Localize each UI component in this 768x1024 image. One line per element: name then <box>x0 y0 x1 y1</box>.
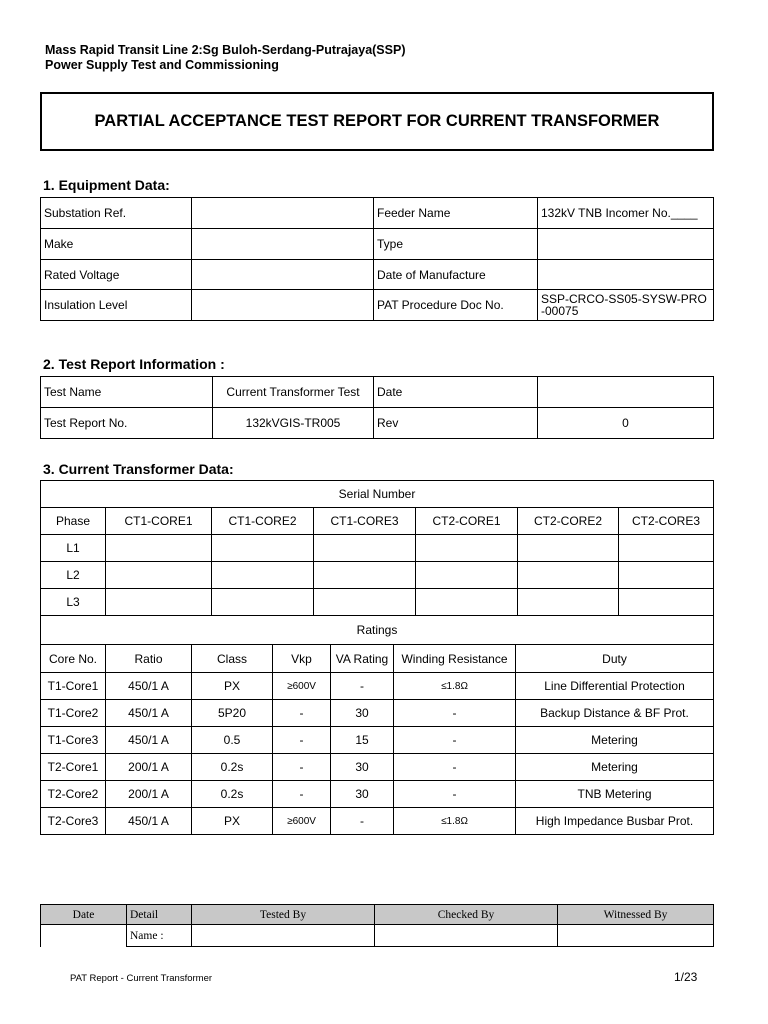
core-no-cell: T1-Core2 <box>41 700 106 727</box>
serial-cell <box>212 589 314 616</box>
equip-value <box>538 260 714 290</box>
signoff-table <box>40 904 714 947</box>
va-rating-cell: - <box>331 673 394 700</box>
equip-label: Type <box>374 229 538 260</box>
signoff-header: Date <box>41 905 127 925</box>
serial-header: CT1-CORE3 <box>314 508 416 535</box>
ratings-header: Class <box>192 645 273 673</box>
serial-cell <box>416 535 518 562</box>
info-label: Test Report No. <box>41 408 213 439</box>
serial-cell <box>212 562 314 589</box>
core-no-cell: T1-Core1 <box>41 673 106 700</box>
ratings-header: Ratio <box>106 645 192 673</box>
vkp-cell: ≥600V <box>273 808 331 835</box>
info-value: Current Transformer Test <box>213 377 374 408</box>
ratings-header: Vkp <box>273 645 331 673</box>
core-no-cell: T2-Core2 <box>41 781 106 808</box>
serial-header: Phase <box>41 508 106 535</box>
project-title: Mass Rapid Transit Line 2:Sg Buloh-Serdang-Putrajaya(SSP) <box>45 43 406 57</box>
equip-value: SSP-CRCO-SS05-SYSW-PRO-00075 <box>538 290 714 321</box>
ratio-cell: 450/1 A <box>106 727 192 754</box>
vkp-cell: ≥600V <box>273 673 331 700</box>
vkp-cell: - <box>273 700 331 727</box>
ratings-row <box>41 754 714 781</box>
winding-resistance-cell: ≤1.8Ω <box>394 673 516 700</box>
ratings-header: Winding Resistance <box>394 645 516 673</box>
page-number: 1/23 <box>674 970 698 984</box>
serial-cell <box>416 562 518 589</box>
ratings-row <box>41 673 714 700</box>
serial-header: CT2-CORE1 <box>416 508 518 535</box>
signoff-header: Detail <box>127 905 192 925</box>
winding-resistance-cell: - <box>394 781 516 808</box>
section2-heading: 2. Test Report Information : <box>43 356 225 372</box>
winding-resistance-cell: - <box>394 700 516 727</box>
serial-cell <box>106 562 212 589</box>
class-cell: 0.2s <box>192 781 273 808</box>
ratio-cell: 450/1 A <box>106 673 192 700</box>
core-no-cell: T2-Core1 <box>41 754 106 781</box>
serial-cell <box>314 562 416 589</box>
equip-value <box>192 260 374 290</box>
serial-cell <box>518 562 619 589</box>
duty-cell: Metering <box>516 727 714 754</box>
equip-label: Rated Voltage <box>41 260 192 290</box>
ratio-cell: 450/1 A <box>106 808 192 835</box>
serial-cell <box>106 535 212 562</box>
class-cell: PX <box>192 808 273 835</box>
serial-cell <box>314 535 416 562</box>
va-rating-cell: 15 <box>331 727 394 754</box>
serial-header: CT1-CORE2 <box>212 508 314 535</box>
vkp-cell: - <box>273 781 331 808</box>
witnessed-by-name <box>558 925 714 947</box>
equipment-data-table <box>40 197 714 321</box>
ratings-header: Duty <box>516 645 714 673</box>
report-title: PARTIAL ACCEPTANCE TEST REPORT FOR CURRENT TRANSFORMER <box>40 92 714 151</box>
ratings-row <box>41 808 714 835</box>
class-cell: PX <box>192 673 273 700</box>
serial-header: CT2-CORE2 <box>518 508 619 535</box>
signoff-date-cell <box>41 925 127 947</box>
signoff-header: Witnessed By <box>558 905 714 925</box>
va-rating-cell: 30 <box>331 754 394 781</box>
ratings-row <box>41 700 714 727</box>
core-no-cell: T2-Core3 <box>41 808 106 835</box>
core-no-cell: T1-Core3 <box>41 727 106 754</box>
serial-cell <box>619 535 714 562</box>
signoff-header: Tested By <box>192 905 375 925</box>
serial-header: CT2-CORE3 <box>619 508 714 535</box>
info-value: 0 <box>538 408 714 439</box>
serial-cell <box>619 589 714 616</box>
info-label: Test Name <box>41 377 213 408</box>
duty-cell: Metering <box>516 754 714 781</box>
section3-heading: 3. Current Transformer Data: <box>43 461 234 477</box>
equip-label: PAT Procedure Doc No. <box>374 290 538 321</box>
equip-label: Date of Manufacture <box>374 260 538 290</box>
va-rating-cell: 30 <box>331 700 394 727</box>
ratings-row <box>41 781 714 808</box>
ratings-title: Ratings <box>41 616 714 645</box>
serial-header: CT1-CORE1 <box>106 508 212 535</box>
ratio-cell: 450/1 A <box>106 700 192 727</box>
ratio-cell: 200/1 A <box>106 754 192 781</box>
winding-resistance-cell: - <box>394 754 516 781</box>
winding-resistance-cell: - <box>394 727 516 754</box>
name-label: Name : <box>127 925 192 947</box>
ratings-header: VA Rating <box>331 645 394 673</box>
section1-heading: 1. Equipment Data: <box>43 177 170 193</box>
serial-number-table <box>40 480 714 616</box>
project-subtitle: Power Supply Test and Commissioning <box>45 58 279 72</box>
test-report-info-table <box>40 376 714 439</box>
serial-cell <box>212 535 314 562</box>
footer-doc-title: PAT Report - Current Transformer <box>70 973 213 984</box>
info-value <box>538 377 714 408</box>
duty-cell: High Impedance Busbar Prot. <box>516 808 714 835</box>
serial-number-title: Serial Number <box>41 481 714 508</box>
winding-resistance-cell: ≤1.8Ω <box>394 808 516 835</box>
signoff-header: Checked By <box>375 905 558 925</box>
serial-cell <box>314 589 416 616</box>
equip-value: 132kV TNB Incomer No.____ <box>538 198 714 229</box>
class-cell: 0.5 <box>192 727 273 754</box>
va-rating-cell: 30 <box>331 781 394 808</box>
duty-cell: Line Differential Protection <box>516 673 714 700</box>
equip-value <box>538 229 714 260</box>
duty-cell: Backup Distance & BF Prot. <box>516 700 714 727</box>
serial-cell <box>518 589 619 616</box>
equip-label: Feeder Name <box>374 198 538 229</box>
info-label: Date <box>374 377 538 408</box>
ratings-row <box>41 727 714 754</box>
equip-value <box>192 229 374 260</box>
serial-cell <box>416 589 518 616</box>
equip-label: Insulation Level <box>41 290 192 321</box>
vkp-cell: - <box>273 727 331 754</box>
equip-label: Substation Ref. <box>41 198 192 229</box>
info-value: 132kVGIS-TR005 <box>213 408 374 439</box>
serial-cell <box>518 535 619 562</box>
equip-label: Make <box>41 229 192 260</box>
vkp-cell: - <box>273 754 331 781</box>
equip-value <box>192 290 374 321</box>
class-cell: 0.2s <box>192 754 273 781</box>
va-rating-cell: - <box>331 808 394 835</box>
tested-by-name <box>192 925 375 947</box>
equip-value <box>192 198 374 229</box>
checked-by-name <box>375 925 558 947</box>
ratings-header: Core No. <box>41 645 106 673</box>
duty-cell: TNB Metering <box>516 781 714 808</box>
serial-cell <box>619 562 714 589</box>
ratings-table <box>40 615 714 835</box>
info-label: Rev <box>374 408 538 439</box>
phase-label: L3 <box>41 589 106 616</box>
phase-label: L2 <box>41 562 106 589</box>
class-cell: 5P20 <box>192 700 273 727</box>
phase-label: L1 <box>41 535 106 562</box>
ratio-cell: 200/1 A <box>106 781 192 808</box>
serial-cell <box>106 589 212 616</box>
